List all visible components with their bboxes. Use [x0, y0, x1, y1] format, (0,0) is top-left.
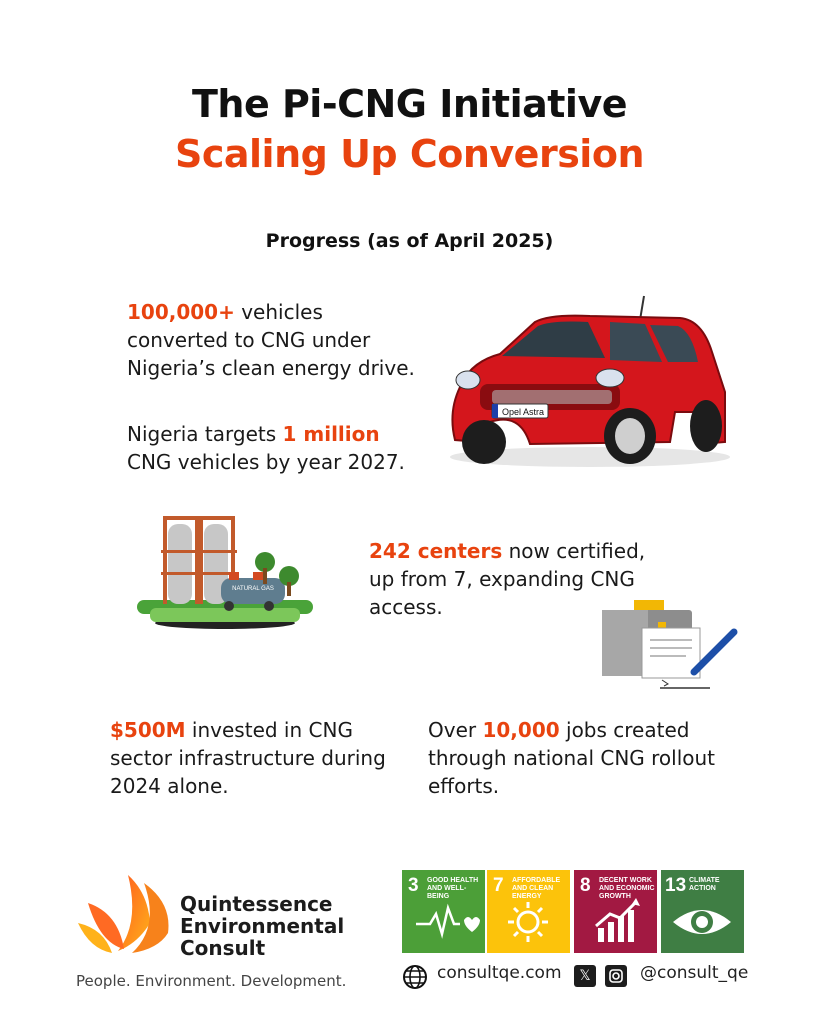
stat-vehicles-text: vehicles converted to CNG under Nigeria’s clean energy drive. [127, 300, 415, 380]
gas-plant-illustration [135, 510, 315, 635]
stat-jobs-after: jobs created through national CNG rollout efforts. [428, 718, 716, 798]
sdg-tile-13 [661, 870, 744, 953]
sdg-13-label: CLIMATE ACTION [689, 877, 720, 892]
brand-logo-icon [78, 873, 176, 955]
stat-jobs-highlight: 10,000 [482, 718, 560, 742]
instagram-icon[interactable] [605, 965, 627, 987]
social-handle[interactable]: @consult_qe [640, 963, 749, 983]
car-illustration [440, 292, 730, 472]
sdg-3-label: GOOD HEALTH AND WELL-BEING [427, 877, 479, 900]
sdg-13-number: 13 [665, 875, 687, 896]
tank-label: NATURAL GAS [232, 586, 274, 592]
brand-name-line3: Consult [180, 936, 266, 960]
sdg-tile-3 [402, 870, 485, 953]
stat-vehicles [127, 298, 427, 382]
stat-centers-highlight: 242 centers [369, 539, 503, 563]
stat-jobs-before: Over [428, 718, 483, 742]
stat-target-highlight: 1 million [282, 422, 380, 446]
sdg-7-number: 7 [493, 875, 504, 896]
car-plate: Opel Astra [501, 407, 545, 417]
globe-icon [402, 964, 428, 990]
stat-target-after: CNG vehicles by year 2027. [127, 450, 405, 474]
sdg-tile-8 [574, 870, 657, 953]
sdg-8-number: 8 [580, 875, 591, 896]
stat-vehicles-highlight: 100,000+ [127, 300, 235, 324]
stat-investment-highlight: $500M [110, 718, 186, 742]
page-subtitle: Scaling Up Conversion [175, 132, 644, 176]
briefcase-document-illustration [598, 598, 743, 700]
stat-target [127, 420, 427, 476]
brand-name [180, 893, 344, 959]
sdg-tile-7 [487, 870, 570, 953]
brand-tagline: People. Environment. Development. [76, 972, 347, 990]
progress-heading: Progress (as of April 2025) [265, 230, 554, 252]
sdg-8-label: DECENT WORK AND ECONOMIC GROWTH [599, 877, 655, 900]
sdg-3-number: 3 [408, 875, 419, 896]
x-icon[interactable]: 𝕏 [574, 965, 596, 987]
page-title: The Pi-CNG Initiative [191, 82, 628, 126]
stat-jobs [428, 716, 728, 800]
stat-target-before: Nigeria targets [127, 422, 283, 446]
brand-name-line1: Quintessence [180, 892, 333, 916]
sdg-7-label: AFFORDABLE AND CLEAN ENERGY [512, 877, 561, 900]
website-link[interactable]: consultqe.com [437, 963, 562, 983]
stat-investment [110, 716, 410, 800]
stat-centers-text: now certified, up from 7, expanding CNG access. [369, 539, 646, 619]
stat-investment-text: invested in CNG sector infrastructure during 2024 alone. [110, 718, 386, 798]
brand-name-line2: Environmental [180, 914, 345, 938]
